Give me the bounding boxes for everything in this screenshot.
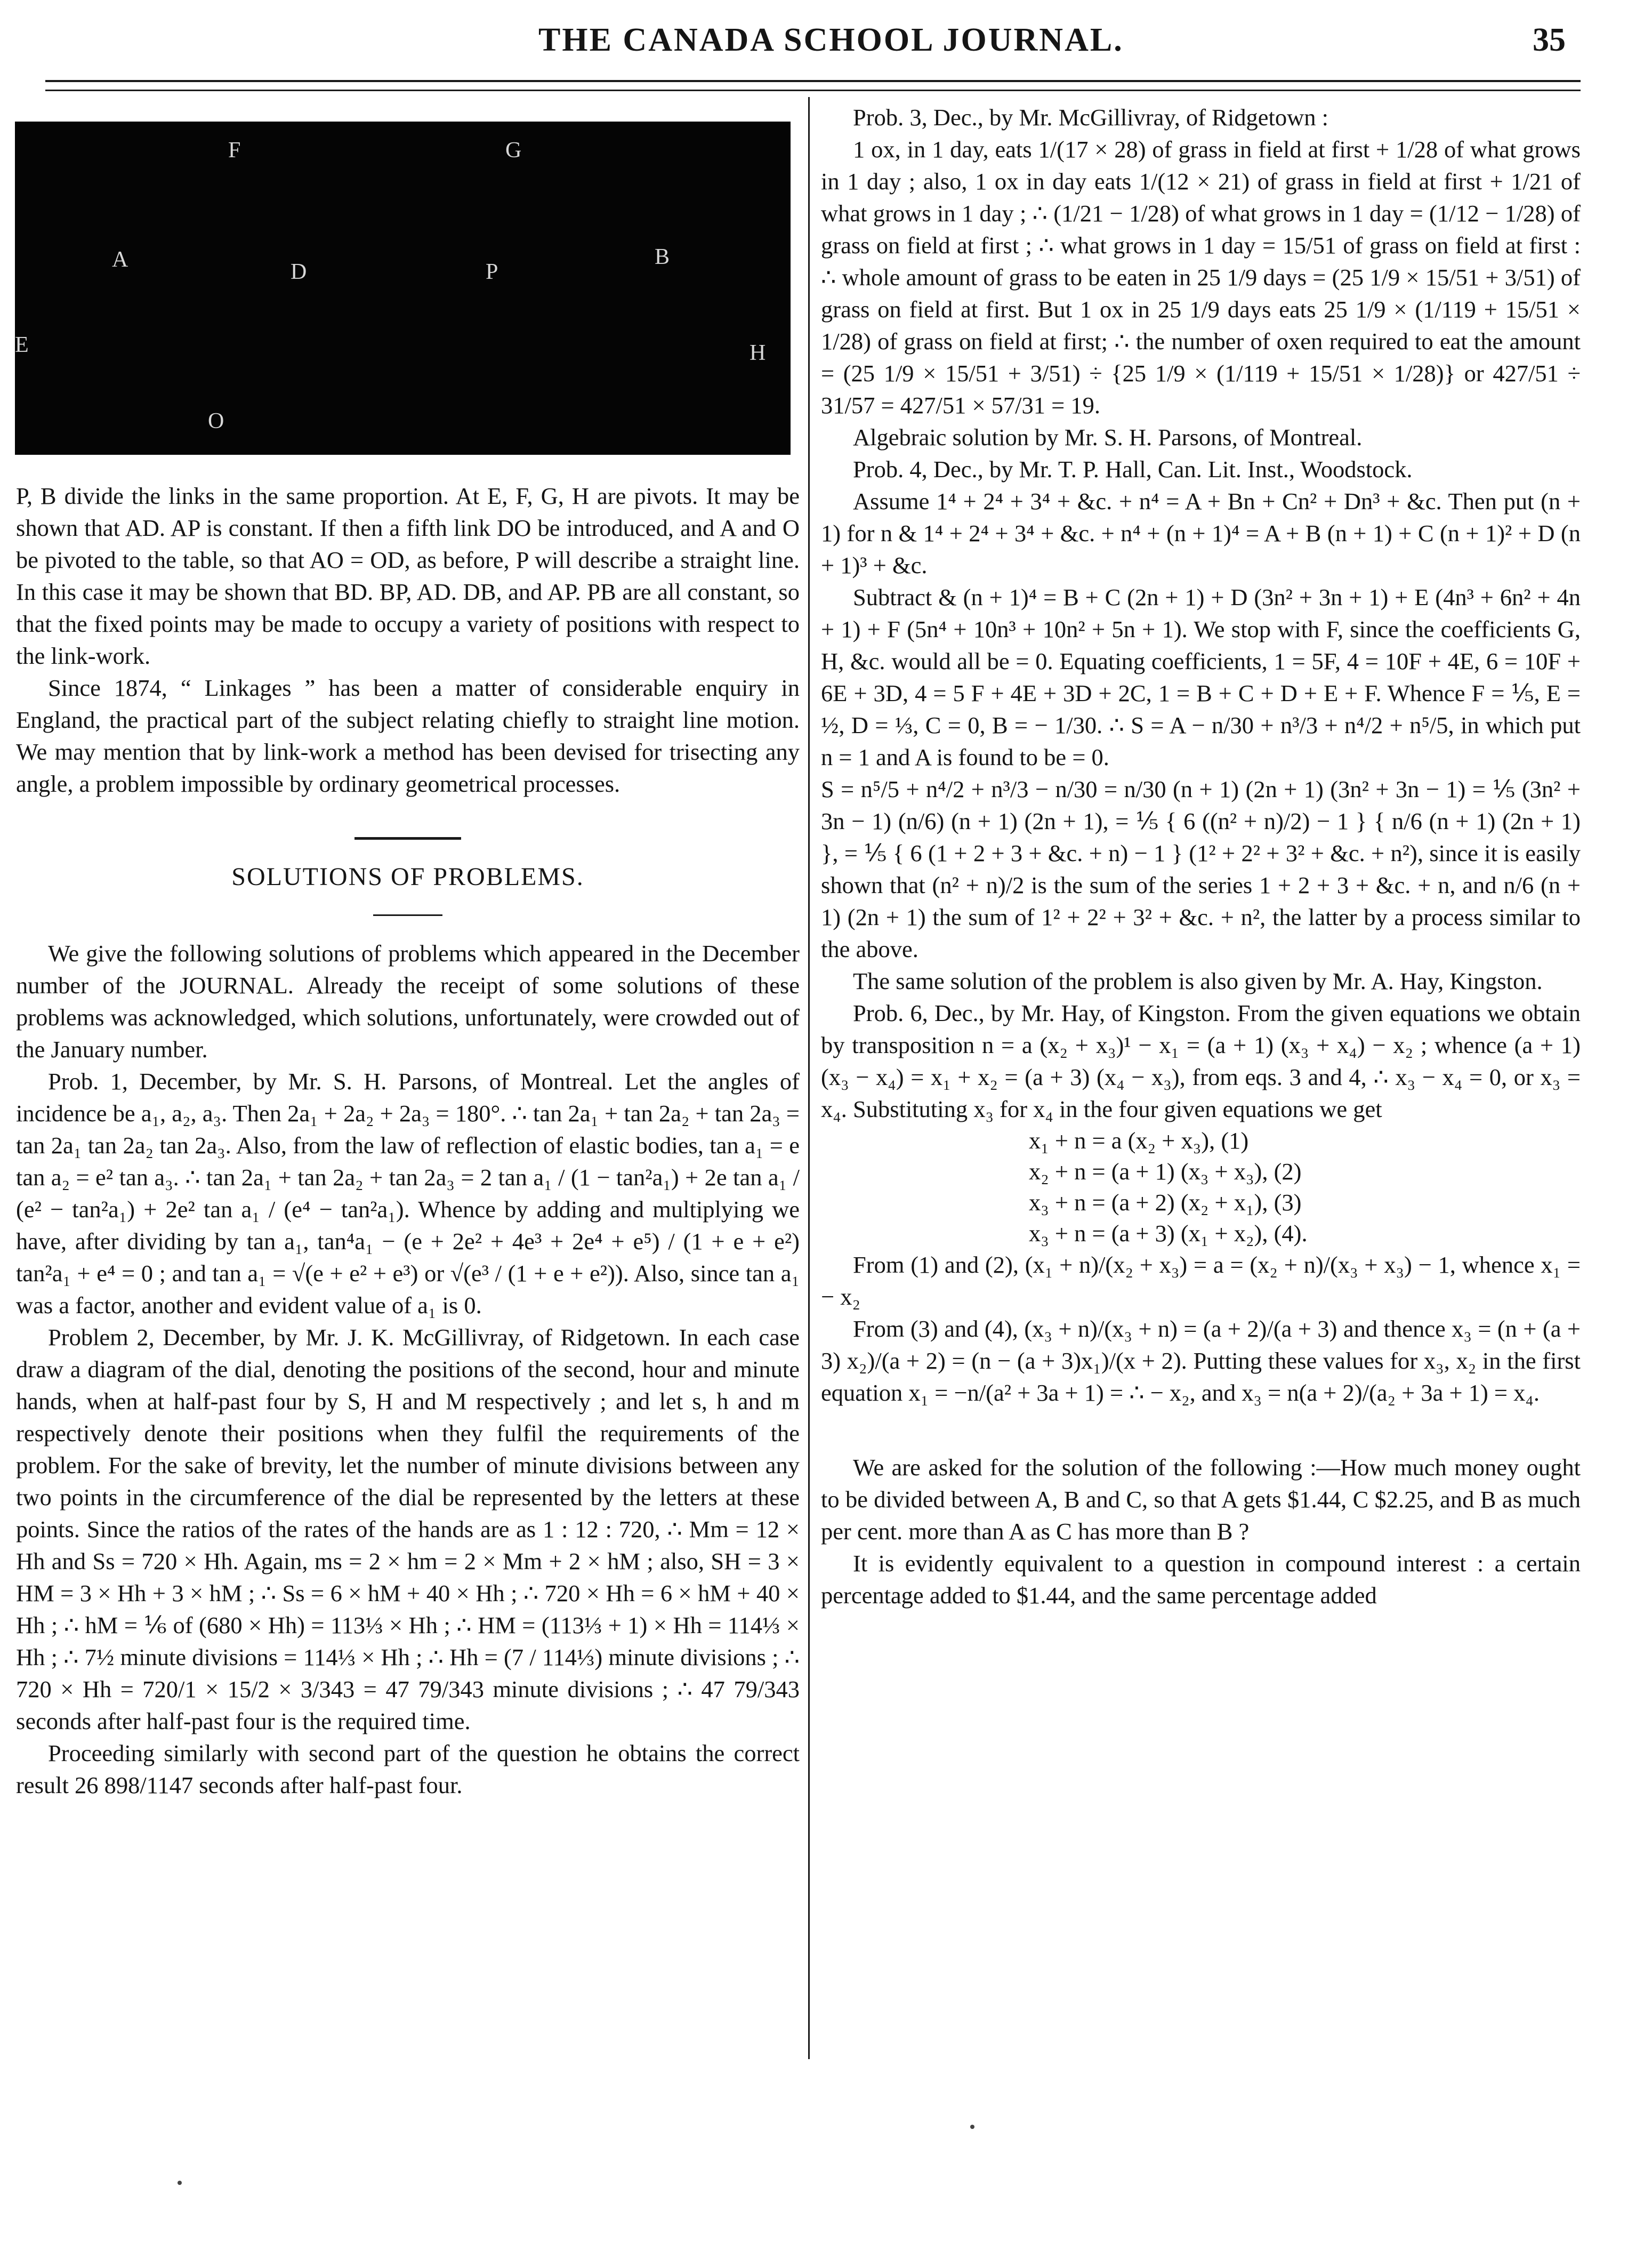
new-question: We are asked for the solution of the following :—How much money ought to be divided between A, B and C, so that A gets $1.44, C $2.25, and B as much per cent. more than A as C has more than B ? bbox=[821, 1454, 1581, 1545]
equation-3: x₃ + n = (a + 2) (x₂ + x₁), (3) bbox=[1029, 1189, 1302, 1216]
column-divider bbox=[808, 97, 810, 2059]
equation-1: x₁ + n = a (x₂ + x₃), (1) bbox=[1029, 1127, 1249, 1154]
running-title: THE CANADA SCHOOL JOURNAL. bbox=[538, 22, 1124, 58]
figure-label-a: A bbox=[112, 247, 128, 272]
header-rule-top bbox=[45, 80, 1581, 82]
section-title: SOLUTIONS OF PROBLEMS. bbox=[231, 863, 584, 891]
figure-label-h: H bbox=[750, 341, 766, 365]
prob-2-solution: Problem 2, December, by Mr. J. K. McGillivray, of Ridgetown. In each case draw a diagram of the dial, denoting the positions of the second, hour and minute hands, when at half-past four by S, H and M respectively ; and let s, h and m respectively denote their positions when they fulfil the requirements of the problem. For the sake of brevity, let the number of minute divisions between any two points in the circumference of the dial be represented by the letters at these points. Since the ratios of the rates of the hands are as 1 : 12 : 720, ∴ Mm = 12 × Hh and Ss = 720 × Hh. Again, ms = 2 × hm = 2 × Mm + 2 × hM ; also, SH = 3 × HM = 3 × Hh + 3 × hM ; ∴ Ss = 6 × hM + 40 × Hh ; ∴ 720 × Hh = 6 × hM + 40 × Hh ; ∴ hM = ⅙ of (680 × Hh) = 113⅓ × Hh ; ∴ HM = (113⅓ + 1) × Hh = 114⅓ × Hh ; ∴ 7½ minute divisions = 114⅓ × Hh ; ∴ Hh = (7 / 114⅓) minute divisions ; ∴ 720 × Hh = 720/1 × 15/2 × 3/343 = 47 79/343 minute divisions ; ∴ 47 79/343 seconds after half-past four is the required time. bbox=[16, 1324, 800, 1734]
equation-2: x₂ + n = (a + 1) (x₃ + x₃), (2) bbox=[1029, 1158, 1302, 1185]
equation-list bbox=[821, 1125, 1581, 1249]
figure-label-f: F bbox=[228, 138, 241, 163]
prob-6-from-3-4: From (3) and (4), (x₃ + n)/(x₃ + n) = (a + 2)/(a + 3) and thence x₃ = (n + (a + 3) x₂)/(a + 2) = (n − (a + 3)x₁)/(x + 2). Putting these values for x₃, x₂ in the first equation x₁ = −n/(a² + 3a + 1) = ∴ − x₂, and x₃ = n(a + 2)/(a₂ + 3a + 1) = x₄. bbox=[821, 1315, 1581, 1406]
section-title-underline bbox=[373, 914, 442, 916]
prob-1-solution: Prob. 1, December, by Mr. S. H. Parsons, of Montreal. Let the angles of incidence be a₁, a₂, a₃. Then 2a₁ + 2a₂ + 2a₃ = 180°. ∴ tan 2a₁ + tan 2a₂ + tan 2a₃ = tan 2a₁ tan 2a₂ tan 2a₃. Also, from the law of reflection of elastic bodies, tan a₁ = e tan a₂ = e² tan a₃. ∴ tan 2a₁ + tan 2a₂ + tan 2a₃ = 2 tan a₁ / (1 − tan²a₁) + 2e tan a₁ / (e² − tan²a₁) + 2e² tan a₁ / (e⁴ − tan²a₁). Whence by adding and multiplying we have, after dividing by tan a₁, tan⁴a₁ − (e + 2e² + 4e³ + 2e⁴ + e⁵) / (1 + e + e²) tan²a₁ + e⁴ = 0 ; and tan a₁ = √(e + e² + e³) or √(e³ / (1 + e + e²)). Also, since tan a₁ was a factor, another and evident value of a₁ is 0. bbox=[16, 1068, 800, 1319]
page-number: 35 bbox=[1533, 22, 1566, 58]
stray-mark-1 bbox=[970, 2125, 974, 2129]
figure-label-e: E bbox=[15, 333, 29, 357]
spacer bbox=[821, 1409, 1581, 1451]
section-divider bbox=[354, 837, 461, 840]
prob-4-assume: Assume 1⁴ + 2⁴ + 3⁴ + &c. + n⁴ = A + Bn + Cn² + Dn³ + &c. Then put (n + 1) for n & 1⁴ + 2⁴ + 3⁴ + &c. + n⁴ + (n + 1)⁴ = A + B (n + 1) + C (n + 1)² + D (n + 1)³ + &c. bbox=[821, 488, 1581, 578]
prob-4-sum: S = n⁵/5 + n⁴/2 + n³/3 − n/30 = n/30 (n + 1) (2n + 1) (3n² + 3n − 1) = ⅕ (3n² + 3n − 1) (n/6) (n + 1) (2n + 1), = ⅕ { 6 ((n² + n)/2) − 1 } { n/6 (n + 1) (2n + 1) }, = ⅕ { 6 (1 + 2 + 3 + &c. + n) − 1 } (1² + 2² + 3² + &c. + n²), since it is easily shown that (n² + n)/2 is the sum of the series 1 + 2 + 3 + &c. + n, and n/6 (n + 1) (2n + 1) the sum of 1² + 2² + 3² + &c. + n², the latter by a process similar to the above. bbox=[821, 776, 1581, 962]
prob-4-alt-solution: The same solution of the problem is also given by Mr. A. Hay, Kingston. bbox=[853, 968, 1543, 994]
header-rule-bottom bbox=[45, 90, 1581, 91]
figure-label-g: G bbox=[505, 138, 522, 163]
solutions-intro: We give the following solutions of problems which appeared in the December number of the JOURNAL. Already the receipt of some solutions of these problems was acknowledged, which solutions, unfortunately, were crowded out of the January number. bbox=[16, 940, 800, 1063]
prob-4-subtract: Subtract & (n + 1)⁴ = B + C (2n + 1) + D (3n² + 3n + 1) + E (4n³ + 6n² + 4n + 1) + F (5n⁴ + 10n³ + 10n² + 5n + 1). We stop with F, since the coefficients G, H, &c. would all be = 0. Equating coefficients, 1 = 5F, 4 = 10F + 4E, 6 = 10F + 6E + 3D, 4 = 5 F + 4E + 3D + 2C, 1 = B + C + D + E + F. Whence F = ⅕, E = ½, D = ⅓, C = 0, B = − 1/30. ∴ S = A − n/30 + n³/3 + n⁴/2 + n⁵/5, in which put n = 1 and A is found to be = 0. bbox=[821, 584, 1581, 770]
linkage-figure bbox=[15, 122, 791, 455]
prob-6-solution: Prob. 6, Dec., by Mr. Hay, of Kingston. From the given equations we obtain by transposition n = a (x₂ + x₃)¹ − x₁ = (a + 1) (x₃ + x₄) − x₂ ; whence (a + 1) (x₃ − x₄) = x₁ + x₂ = (a + 3) (x₄ − x₃), from eqs. 3 and 4, ∴ x₃ − x₄ = 0, or x₃ = x₄. Substituting x₃ for x₄ in the four given equations we get bbox=[821, 1000, 1581, 1122]
stray-mark-2 bbox=[178, 2181, 182, 2185]
right-column bbox=[821, 101, 1581, 1611]
prob-3-solution: 1 ox, in 1 day, eats 1/(17 × 28) of grass in field at first + 1/28 of what grows in 1 day ; also, 1 ox in day eats 1/(12 × 21) of grass in field at first + 1/21 of what grows in 1 day ; ∴ (1/21 − 1/28) of what grows in 1 day = (1/12 − 1/28) of grass on field at first ; ∴ what grows in 1 day = 15/51 of grass on field at first : ∴ whole amount of grass to be eaten in 25 1/9 days = (25 1/9 × 15/51 + 3/51) of grass on field at first. But 1 ox in 25 1/9 days eats 25 1/9 × (1/119 + 15/51 × 1/28) of grass on field at first; ∴ the number of oxen required to eat the amount = (25 1/9 × 15/51 + 3/51) ÷ {25 1/9 × (1/119 + 15/51 × 1/28)} or 427/51 ÷ 31/57 = 427/51 × 57/31 = 19. bbox=[821, 136, 1581, 419]
algebraic-note: Algebraic solution by Mr. S. H. Parsons, of Montreal. bbox=[853, 424, 1363, 451]
figure-label-d: D bbox=[291, 260, 307, 284]
compound-interest-note: It is evidently equivalent to a question in compound interest : a certain percentage added to $1.44, and the same percentage added bbox=[821, 1550, 1581, 1609]
equation-4: x₃ + n = (a + 3) (x₁ + x₂), (4). bbox=[1029, 1220, 1308, 1247]
figure-label-o: O bbox=[208, 409, 224, 433]
prob-2-second-part: Proceeding similarly with second part of the question he obtains the correct result 26 898/1147 seconds after half-past four. bbox=[16, 1740, 800, 1798]
prob-3-heading: Prob. 3, Dec., by Mr. McGillivray, of Ridgetown : bbox=[853, 104, 1328, 131]
page-header bbox=[0, 0, 1652, 85]
figure-label-b: B bbox=[655, 245, 670, 269]
prob-6-from-1-2: From (1) and (2), (x₁ + n)/(x₂ + x₃) = a = (x₂ + n)/(x₃ + x₃) − 1, whence x₁ = − x₂ bbox=[821, 1251, 1581, 1310]
left-column bbox=[16, 480, 800, 1801]
figure-label-p: P bbox=[486, 260, 498, 284]
left-paragraph-linkwork: P, B divide the links in the same proportion. At E, F, G, H are pivots. It may be shown that AD. AP is constant. If then a fifth link DO be introduced, and A and O be pivoted to the table, so that AO = OD, as before, P will describe a straight line. In this case it may be shown that BD. BP, AD. DB, and AP. PB are all constant, so that the fixed points may be made to occupy a variety of positions with respect to the link-work. bbox=[16, 483, 800, 669]
prob-4-heading: Prob. 4, Dec., by Mr. T. P. Hall, Can. Lit. Inst., Woodstock. bbox=[853, 456, 1413, 483]
left-paragraph-linkages: Since 1874, “ Linkages ” has been a matter of considerable enquiry in England, the practical part of the subject relating chiefly to straight line motion. We may mention that by link-work a method has been devised for trisecting any angle, a problem impossible by ordinary geometrical processes. bbox=[16, 674, 800, 797]
